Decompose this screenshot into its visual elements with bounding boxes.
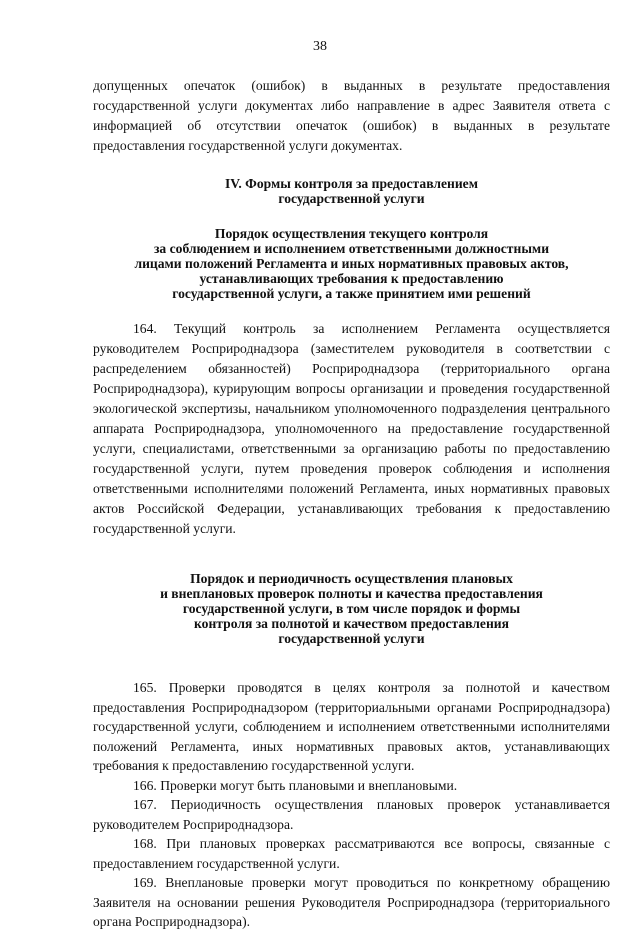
subsection-heading-line: контроля за полнотой и качеством предоставления xyxy=(194,616,509,631)
intro-paragraph: допущенных опечаток (ошибок) в выданных в результате предоставления государственной услуги документах либо направление в адрес Заявителя ответа с информацией об отсутствии опечаток (ошибок) в выданных в результате предоставления государственной услуги документах. xyxy=(93,78,610,153)
page-number: 38 xyxy=(313,39,327,54)
document-body xyxy=(93,76,610,932)
subsection-heading-inspections xyxy=(93,571,610,646)
subsection-heading-line: Порядок осуществления текущего контроля xyxy=(214,226,489,241)
subsection-heading-line: государственной услуги xyxy=(278,631,425,646)
section-title-line: IV. Формы контроля за предоставлением xyxy=(225,176,478,191)
subsection-heading-current-control xyxy=(93,226,610,301)
paragraph-168: 168. При плановых проверках рассматриваются все вопросы, связанные с предоставлением государственной услуги. xyxy=(93,836,610,871)
subsection-heading-line: устанавливающих требования к предоставлению xyxy=(199,271,504,286)
paragraph-166: 166. Проверки могут быть плановыми и внеплановыми. xyxy=(133,777,458,793)
subsection-heading-line: и внеплановых проверок полноты и качества предоставления xyxy=(160,586,543,601)
subsection-heading-line: Порядок и периодичность осуществления плановых xyxy=(190,571,513,586)
paragraph-164: 164. Текущий контроль за исполнением Регламента осуществляется руководителем Росприроднадзора (заместителем руководителя в соответствии с распределением обязанностей) Росприроднадзора (территориального органа Росприроднадзора), курирующим вопросы организации и проведения государственной экологической экспертизы, начальником уполномоченного подразделения центрального аппарата Росприроднадзора, уполномоченного на предоставление государственной услуги, специалистами, ответственными за организацию работы по предоставлению государственной услуги, путем проведения проверок соблюдения и исполнения ответственными исполнителями положений Регламента, иных нормативных правовых актов Российской Федерации, устанавливающих требования к предоставлению государственной услуги. xyxy=(93,321,610,536)
section-title xyxy=(93,176,610,206)
subsection-heading-line: лицами положений Регламента и иных нормативных правовых актов, xyxy=(134,256,569,271)
paragraph-165: 165. Проверки проводятся в целях контроля за полнотой и качеством предоставления Росприроднадзором (территориальными органами Росприроднадзора) государственной услуги, соблюдением и исполнением ответственными исполнителями положений Регламента, иных нормативных правовых актов, устанавливающих требования к предоставлению государственной услуги. xyxy=(93,680,610,773)
subsection-heading-line: за соблюдением и исполнением ответственными должностными xyxy=(153,241,550,256)
section-title-line: государственной услуги xyxy=(278,191,425,206)
subsection-heading-line: государственной услуги, а также принятием ими решений xyxy=(172,286,531,301)
subsection-heading-line: государственной услуги, в том числе порядок и формы xyxy=(182,601,521,616)
paragraph-169: 169. Внеплановые проверки могут проводиться по конкретному обращению Заявителя на основании решения Руководителя Росприроднадзора (территориального органа Росприроднадзора). xyxy=(93,875,610,929)
paragraph-167: 167. Периодичность осуществления плановых проверок устанавливается руководителем Росприроднадзора. xyxy=(93,797,610,832)
